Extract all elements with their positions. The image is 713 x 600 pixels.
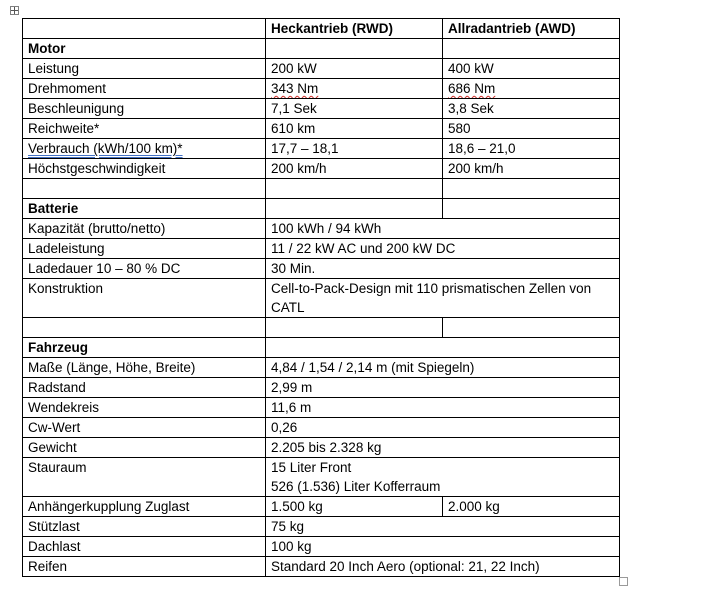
row-label: Kapazität (brutto/netto) [23,219,266,239]
table-row [23,537,620,557]
rwd-value: 17,7 – 18,1 [266,139,443,159]
table-header-row [23,19,620,39]
row-label: Ladedauer 10 – 80 % DC [23,259,266,279]
row-value: 0,26 [266,418,620,438]
awd-value: 400 kW [443,59,620,79]
row-label: Reifen [23,557,266,577]
table-row [23,517,620,537]
row-value: 100 kg [266,537,620,557]
row-label: Stützlast [23,517,266,537]
table-row [23,557,620,577]
row-value [266,458,620,497]
row-label: Stauraum [23,458,266,497]
rwd-value [266,79,443,99]
rwd-value: 1.500 kg [266,497,443,517]
spellcheck-text: 343 Nm [271,81,319,96]
row-label: Drehmoment [23,79,266,99]
row-value: 75 kg [266,517,620,537]
row-label: Reichweite* [23,119,266,139]
table-row [23,139,620,159]
row-value-line: 526 (1.536) Liter Kofferraum [271,479,441,494]
grammar-check-text: Verbrauch (kWh/100 km)* [28,141,183,156]
spellcheck-text: 686 Nm [448,81,496,96]
table-row [23,497,620,517]
table-row [23,418,620,438]
table-row [23,279,620,318]
spec-table [22,18,620,577]
row-label: Anhängerkupplung Zuglast [23,497,266,517]
row-value: Standard 20 Inch Aero (optional: 21, 22 Inch) [266,557,620,577]
table-cell-empty [443,199,620,219]
table-cell-empty [23,179,266,199]
row-label: Dachlast [23,537,266,557]
rwd-value: 7,1 Sek [266,99,443,119]
section-row-motor [23,39,620,59]
table-row [23,79,620,99]
awd-value: 2.000 kg [443,497,620,517]
table-row [23,378,620,398]
table-row [23,438,620,458]
table-row [23,59,620,79]
table-row [23,458,620,497]
table-cell-empty [443,318,620,338]
row-label [23,139,266,159]
table-move-handle-icon[interactable] [10,6,19,15]
table-cell-empty [266,338,620,358]
awd-value [443,79,620,99]
table-cell-empty [266,39,443,59]
row-value: 11,6 m [266,398,620,418]
table-row [23,259,620,279]
rwd-value: 200 kW [266,59,443,79]
row-label: Maße (Länge, Höhe, Breite) [23,358,266,378]
rwd-value: 610 km [266,119,443,139]
table-cell-empty [443,39,620,59]
section-title-batterie: Batterie [23,199,266,219]
spacer-row [23,179,620,199]
table-cell-empty [266,318,443,338]
table-row [23,219,620,239]
table-cell-empty [443,179,620,199]
awd-value: 200 km/h [443,159,620,179]
row-label: Leistung [23,59,266,79]
table-row [23,119,620,139]
table-cell-empty [266,199,443,219]
table-resize-handle-icon[interactable] [619,577,628,586]
header-cell-rwd: Heckantrieb (RWD) [266,19,443,39]
table-row [23,99,620,119]
table-cell-empty [23,318,266,338]
row-value: 11 / 22 kW AC und 200 kW DC [266,239,620,259]
awd-value: 580 [443,119,620,139]
table-row [23,398,620,418]
row-value: 100 kWh / 94 kWh [266,219,620,239]
awd-value: 18,6 – 21,0 [443,139,620,159]
row-value: 2,99 m [266,378,620,398]
section-row-fahrzeug [23,338,620,358]
table-cell-empty [266,179,443,199]
section-row-batterie [23,199,620,219]
row-value-line: 15 Liter Front [271,460,352,475]
awd-value: 3,8 Sek [443,99,620,119]
row-label: Beschleunigung [23,99,266,119]
row-label: Wendekreis [23,398,266,418]
section-title-motor: Motor [23,39,266,59]
row-label: Radstand [23,378,266,398]
header-cell-empty [23,19,266,39]
rwd-value: 200 km/h [266,159,443,179]
spacer-row [23,318,620,338]
table-row [23,159,620,179]
row-value: 2.205 bis 2.328 kg [266,438,620,458]
row-label: Höchstgeschwindigkeit [23,159,266,179]
section-title-fahrzeug: Fahrzeug [23,338,266,358]
row-value: Cell-to-Pack-Design mit 110 prismatischen Zellen von CATL [266,279,620,318]
header-cell-awd: Allradantrieb (AWD) [443,19,620,39]
table-row [23,358,620,378]
row-label: Konstruktion [23,279,266,318]
table-row [23,239,620,259]
row-value: 4,84 / 1,54 / 2,14 m (mit Spiegeln) [266,358,620,378]
row-label: Cw-Wert [23,418,266,438]
row-value: 30 Min. [266,259,620,279]
row-label: Gewicht [23,438,266,458]
row-label: Ladeleistung [23,239,266,259]
